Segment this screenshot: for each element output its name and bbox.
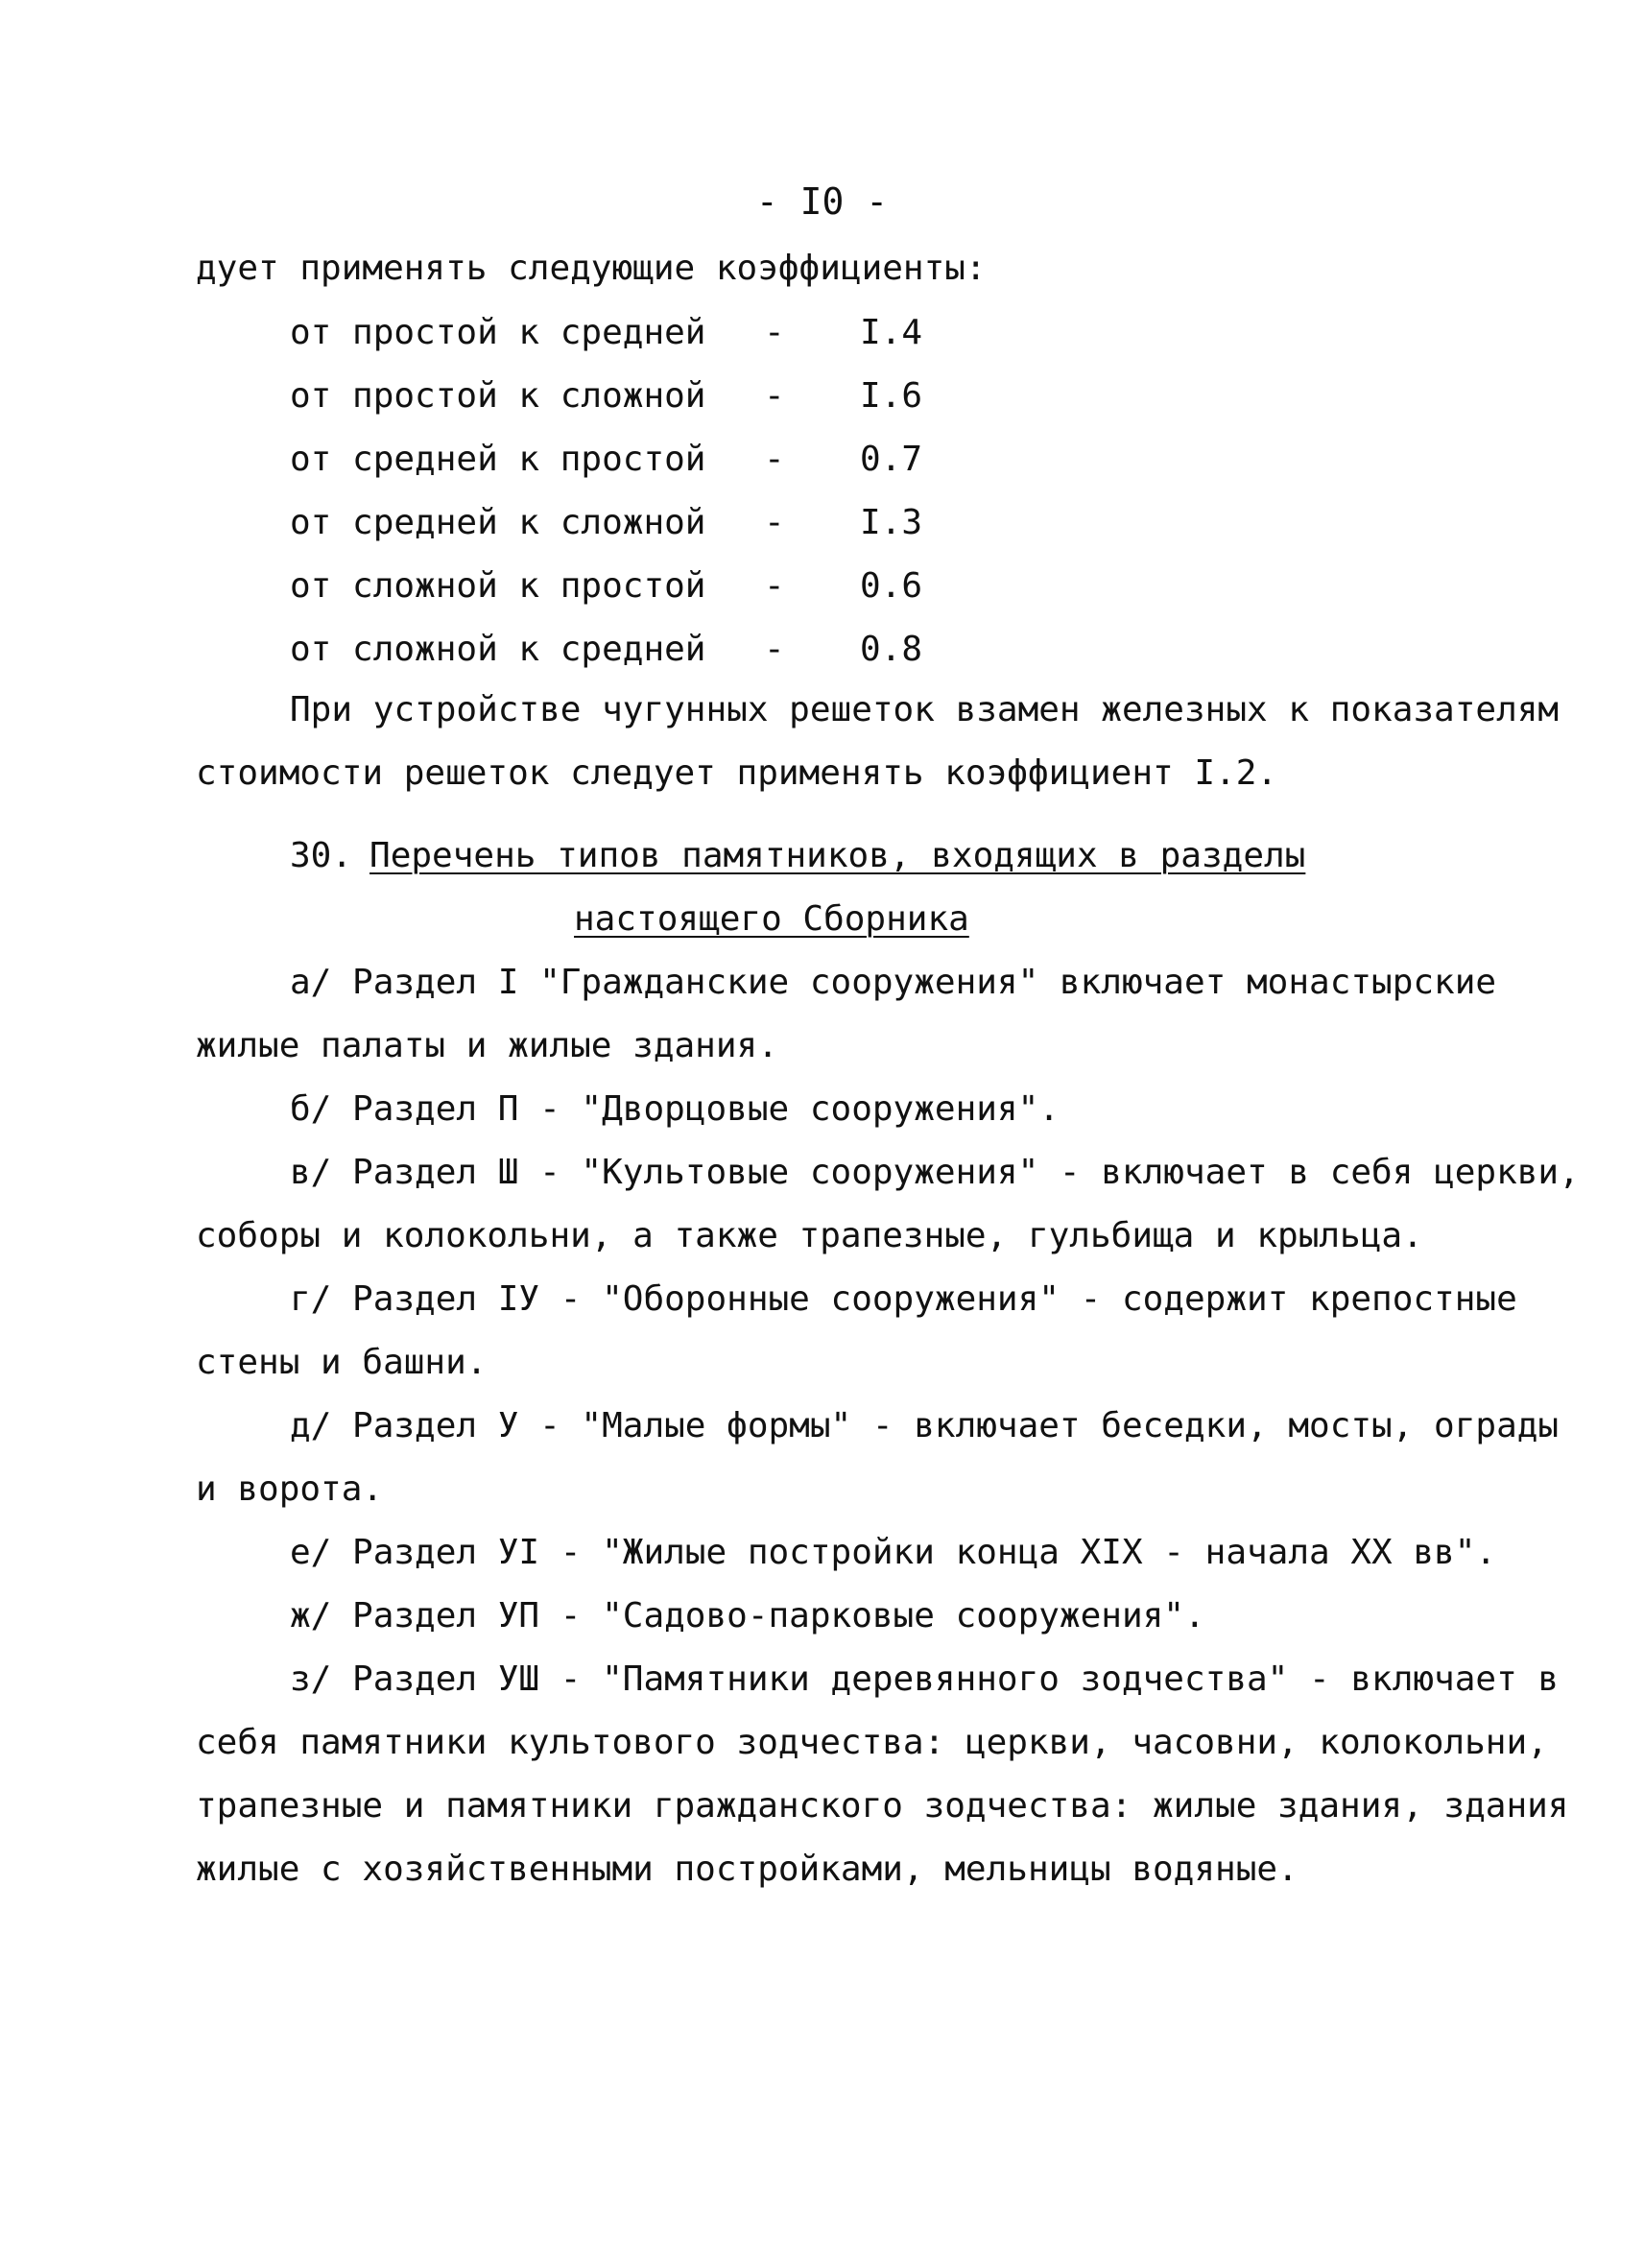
coefficient-value: 0.6 [860,566,923,606]
coefficient-row [290,630,923,672]
item-v-line-2: соборы и колокольни, а также трапезные, гульбища и крыльца. [196,1216,1423,1255]
coefficient-dash: - [764,376,785,416]
coefficient-value: 0.7 [860,440,923,479]
section-heading-title-line-2: настоящего Сборника [574,899,969,939]
item-z-line-3: трапезные и памятники гражданского зодчества: жилые здания, здания [196,1786,1569,1826]
coefficient-dash: - [764,630,785,669]
item-v-line-1: в/ Раздел Ш - "Культовые сооружения" - включает в себя церкви, [290,1153,1580,1192]
coefficient-value: I.6 [860,376,923,416]
item-g-line-2: стены и башни. [196,1343,488,1382]
item-d-line-1: д/ Раздел У - "Малые формы" - включает беседки, мосты, ограды [290,1406,1560,1445]
coefficient-label: от средней к простой [290,440,706,479]
coefficient-row [290,566,923,609]
coefficient-label: от средней к сложной [290,503,706,542]
coefficient-label: от сложной к средней [290,630,706,669]
section-heading-number: 30. [290,836,353,875]
paragraph-cast-iron-line-1: При устройстве чугунных решеток взамен железных к показателям [290,690,1560,729]
coefficient-dash: - [764,566,785,606]
coefficient-dash: - [764,503,785,542]
coefficient-dash: - [764,313,785,352]
item-z-line-4: жилые с хозяйственными постройками, мельницы водяные. [196,1850,1299,1889]
coefficient-row [290,313,923,355]
paragraph-cast-iron-line-2: стоимости решеток следует применять коэффициент I.2. [196,753,1278,793]
item-z-line-1: з/ Раздел УШ - "Памятники деревянного зодчества" - включает в [290,1659,1560,1699]
coefficient-value: I.3 [860,503,923,542]
item-z-line-2: себя памятники культового зодчества: церкви, часовни, колокольни, [196,1723,1548,1762]
coefficient-label: от простой к средней [290,313,706,352]
item-e-line-1: е/ Раздел УI - "Жилые постройки конца XIX - начала XX вв". [290,1533,1497,1572]
coefficient-label: от простой к сложной [290,376,706,416]
coefficient-row [290,376,923,418]
item-a-line-1: а/ Раздел I "Гражданские сооружения" включает монастырские [290,963,1497,1002]
coefficient-row [290,503,923,545]
coefficient-row [290,440,923,482]
item-a-line-2: жилые палаты и жилые здания. [196,1026,778,1065]
coefficient-value: 0.8 [860,630,923,669]
item-g-line-1: г/ Раздел IУ - "Оборонные сооружения" - содержит крепостные [290,1279,1517,1319]
page-number: - I0 - [755,180,889,223]
coefficient-label: от сложной к простой [290,566,706,606]
coefficient-dash: - [764,440,785,479]
section-heading [290,836,1306,875]
item-d-line-2: и ворота. [196,1469,384,1509]
intro-line: дует применять следующие коэффициенты: [196,249,987,288]
section-heading-title-line-1: Перечень типов памятников, входящих в разделы [369,836,1306,875]
item-zh-line-1: ж/ Раздел УП - "Садово-парковые сооружения". [290,1596,1205,1635]
item-b-line-1: б/ Раздел П - "Дворцовые сооружения". [290,1089,1060,1129]
coefficient-value: I.4 [860,313,923,352]
